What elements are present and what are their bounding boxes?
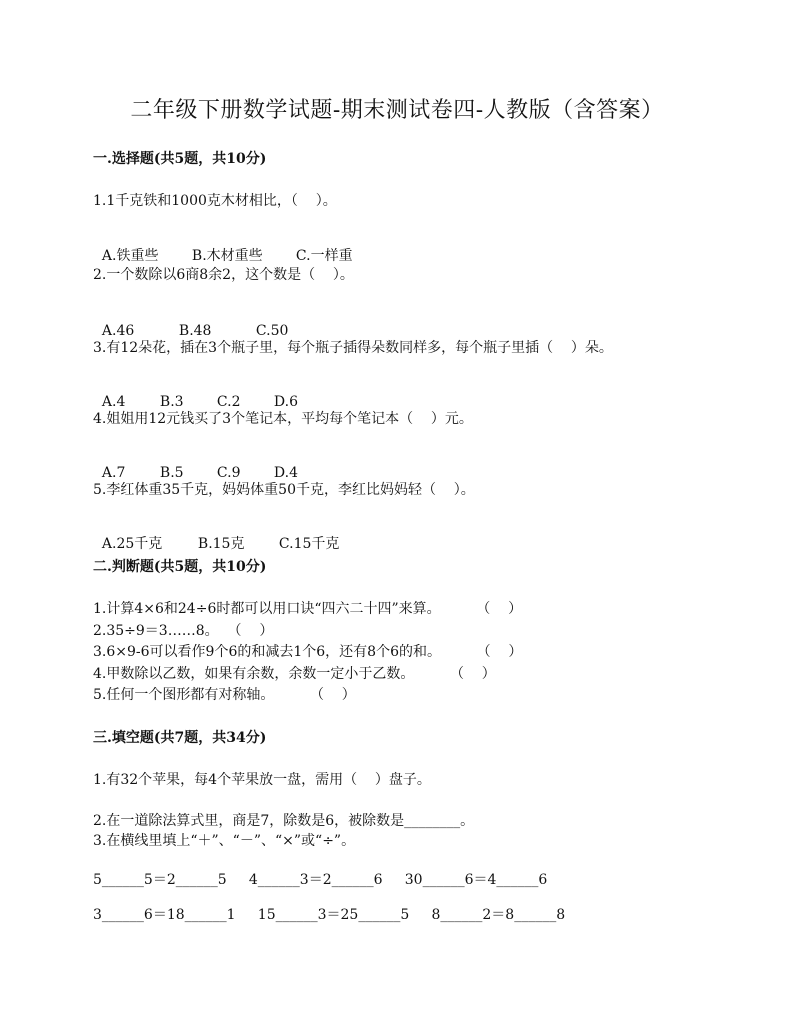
fill-row-2: 3______6＝18______1 15______3＝25______5 8______2＝8______8	[93, 907, 566, 923]
choice-question-4: 4.姐姐用12元钱买了3个笔记本，平均每个笔记本（ ）元。	[93, 411, 473, 427]
judge-item-5: 5.任何一个图形都有对称轴。 （ ）	[93, 687, 356, 703]
option-a: A.46	[101, 323, 135, 339]
option-a: A.铁重些	[101, 248, 159, 264]
option-b: B.5	[159, 465, 184, 481]
choice-options-2	[93, 304, 288, 340]
option-a: A.25千克	[101, 536, 163, 552]
judge-item-2: 2.35÷9＝3……8。 （ ）	[93, 623, 274, 639]
option-b: B.15克	[197, 536, 245, 552]
option-c: C.一样重	[295, 248, 353, 264]
option-d: D.4	[273, 465, 298, 481]
option-c: C.50	[255, 323, 289, 339]
fill-question-3: 3.在横线里填上“＋”、“－”、“×”或“÷”。	[93, 833, 356, 849]
option-d: D.6	[273, 394, 298, 410]
option-a: A.4	[101, 394, 126, 410]
choice-question-1: 1.1千克铁和1000克木材相比，（ ）。	[93, 193, 337, 209]
section-heading-choice: 一.选择题(共5题，共10分)	[93, 151, 267, 167]
option-b: B.3	[159, 394, 184, 410]
option-a: A.7	[101, 465, 126, 481]
choice-question-3: 3.有12朵花，插在3个瓶子里，每个瓶子插得朵数同样多，每个瓶子里插（ ）朵。	[93, 340, 613, 356]
page-title: 二年级下册数学试题-期末测试卷四-人教版（含答案）	[130, 98, 664, 123]
section-heading-fill: 三.填空题(共7题，共34分)	[93, 730, 267, 746]
choice-question-2: 2.一个数除以6商8余2，这个数是（ ）。	[93, 267, 354, 283]
judge-item-1: 1.计算4×6和24÷6时都可以用口诀“四六二十四”来算。 （ ）	[93, 601, 523, 617]
choice-options-4	[93, 446, 298, 482]
section-heading-judge: 二.判断题(共5题，共10分)	[93, 559, 267, 575]
fill-question-1: 1.有32个苹果，每4个苹果放一盘，需用（ ）盘子。	[93, 772, 431, 788]
fill-row-1: 5______5＝2______5 4______3＝2______6 30______6＝4______6	[93, 872, 548, 888]
choice-question-5: 5.李红体重35千克，妈妈体重50千克，李红比妈妈轻（ ）。	[93, 482, 475, 498]
option-c: C.15千克	[278, 536, 340, 552]
judge-item-4: 4.甲数除以乙数，如果有余数，余数一定小于乙数。 （ ）	[93, 666, 496, 682]
choice-options-3	[93, 375, 298, 411]
option-c: C.9	[216, 465, 241, 481]
choice-options-5	[93, 517, 339, 553]
fill-question-2: 2.在一道除法算式里，商是7，除数是6，被除数是________。	[93, 813, 475, 829]
choice-options-1	[93, 229, 353, 265]
option-b: B.48	[178, 323, 212, 339]
option-c: C.2	[216, 394, 241, 410]
option-b: B.木材重些	[191, 248, 263, 264]
judge-item-3: 3.6×9-6可以看作9个6的和减去1个6，还有8个6的和。 （ ）	[93, 644, 523, 660]
